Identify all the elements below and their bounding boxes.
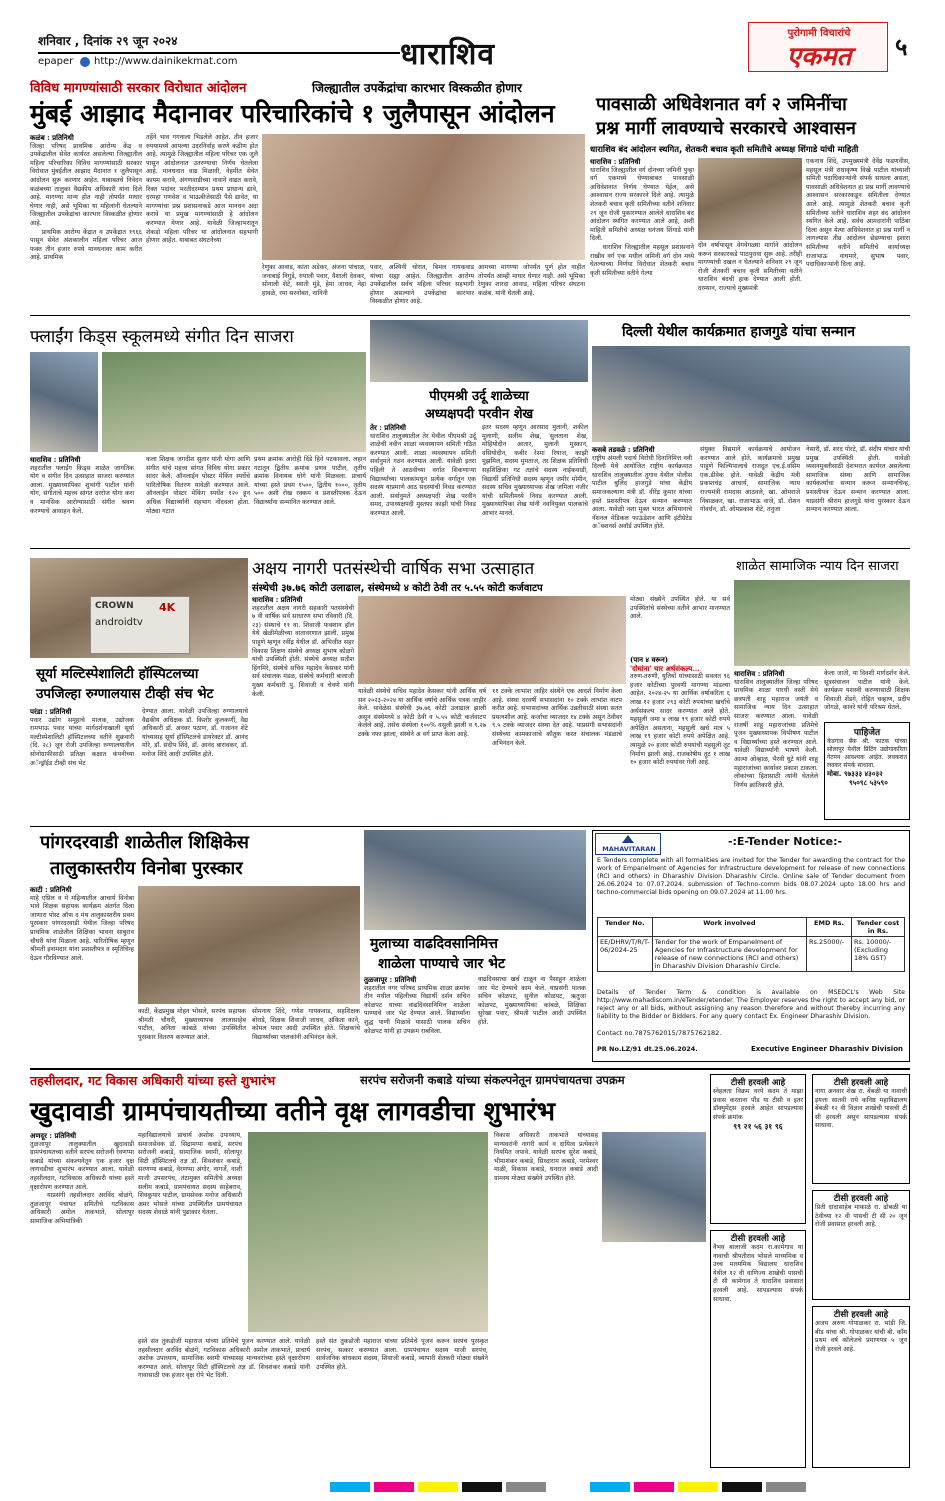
body-text: राष्ट्रीय अंमली पदार्थ विरोधी दिनानिमित्त नवी दिल्ली येथे आयोजित राष्ट्रीय कार्यक्रमात धाराशिव तालुक्यातील तुगाव येथील पोलीस पाटील बुलिंद हाजगुडे यांचा केंद्रीय समाजकल्याण मंत्री डॉ. वीरेंद्र कुमार यांच्या हस्ते प्रशस्तीपत्र देऊन सन्मान करण्यात आला. यावेळी नशा मुक्त भारत अभियानाचे नॅशनल मेडिकल फाऊंडेशन आणि इंटीग्रेटेड अॅक्शनर्स अवॉर्ड उपस्थित होते. <box>592 454 695 531</box>
brand-tagline: पुरोगामी विचारांचे <box>787 28 851 39</box>
tv-brand: CROWN <box>95 601 134 611</box>
kicker-right: जिल्ह्यातील उपकेंद्रांचा कारभार विस्कळीत होणार <box>312 81 522 95</box>
story-column <box>30 707 137 792</box>
story-tv-donation <box>30 552 251 792</box>
story-column <box>30 1132 134 1468</box>
color-swatch <box>462 1482 502 1492</box>
officials-photo <box>602 1132 706 1242</box>
headline: फ्लाईंग किड्स स्कूलमध्ये संगीत दिन साजरा <box>30 327 294 347</box>
kicker-left: विविध मागण्यांसाठी सरकार विरोधात आंदोलन <box>30 81 247 96</box>
body-text: तुळजापूर तालुक्यातील खुदावाडी ग्रामपंचायतच्या वतीने सरपंच सरोजनी रेवणप्पा कबाडे यांच्या संकल्पनेतून एक हजार वृक्ष लागवडीचा शुभारंभ करण्यात आला. यावेळी तहसीलदार, गटविकास अधिकारी यांच्या हस्ते वृक्षारोपण करण्यात आले. याप्रसंगी तहसीलदार अरविंद बोळंगे, तुळजापूर पंचायत समितीचे गटविकास अधिकारी अमोल ताकभाते, सोलापूर सामाजिक अभियांत्रिकी <box>30 1140 134 1225</box>
body-text: धाराशिव जिल्ह्यातील वर्ग दोनच्या जमिनी पुन्हा वर्ग एकमध्ये घेण्याबाबत पावसाळी अधिवेशनात निर्णय घेण्यात येईल, असे आश्वासन राज्य सरकारने दिले आहे. त्यामुळे शेतकरी बचाव कृती समितीच्या वतीने शनिवार २९ जून रोजी पुकारण्यात आलेले धाराशिव बंद आंदोलन स्थगित करण्यात आले आहे, अशी माहिती समितीचे अध्यक्ष धनंजय शिंगाडे यांनी दिली. धाराशिव जिल्ह्यातील महसूल प्रशासनाने राखीव वर्ग एक मधील जमिनी वर्ग दोन मध्ये घेतल्याच्या निर्णया विरोधात शेतकरी बचाव कृती समितीच्या वतीने गेल्या <box>590 166 694 277</box>
epaper-label: epaper <box>38 56 74 67</box>
byline: तुळजापूर : प्रतिनिधी <box>364 975 417 984</box>
byline: अणदूर : प्रतिनिधी <box>30 1131 77 1140</box>
classified-text: नागा अनवार शेख रा. बेंबळी या नावाची इयत्ता सातवी राये कनिष्ठ महाविद्यालय बेंबळी १२ वी विज्ञान शाखेची पासची टी सी हरवली असून सापडल्यास संपर्क साधावा. <box>815 1088 910 1130</box>
story-column: यावेळी संस्थेचे सचिव महादेव केसकर यांनी आर्थिक वर्ष सन २०२३-२०२४ या आर्थिक वर्षाचे आर्थिक पत्रक जाहीर केले. यावेळेस संस्थेची ३७.७६ कोटी उलाढाल झाली असून संस्थेमध्ये ४ कोटी ठेवी व ५.५५ कोटी कर्जवाटप केलेले आहे. तसेच संस्थेला १००% वसुली झाली व ९.२७ टक्के नफा झाला, संस्थेने अ वर्ग प्राप्त केला आहे. <box>358 688 489 738</box>
brand-box <box>748 22 888 72</box>
website-link[interactable]: http://www.dainikekmat.com <box>94 56 238 67</box>
classified-text: अजय अरुण गोपाळकर रा. भांडी जि. बीड यांचा श्री. गोपाळकर यांची बी. कॉम प्रथम वर्ष कॉलेजचे प्रमाणपत्र ५ जून रोजी हरवले आहे. <box>815 1320 910 1353</box>
color-swatch <box>374 1482 414 1492</box>
school-event-photo <box>734 580 910 666</box>
story-column: एकनाथ शिंदे, उपमुख्यमंत्री देवेंद्र फडणवीस, महसूल मंत्री राधाकृष्ण विखे पाटील यांच्याशी समिती पदाधिकाऱ्यांनी संपर्क साधला असता, पावसाळी अधिवेशनात हा प्रश्न मार्गी लावण्याचे आश्वासन सरकारकडून समितीला देण्यात आले आहे. त्यामुळे शेतकरी बचाव कृती समितीच्या वतीने धाराशिव शहर बंद आंदोलन स्थगित केले आहे. सर्वच आमदारांनी पाठिंबा दिला असून येत्या अधिवेशनात हा प्रश्न मार्गी न लागल्यास तीव्र आंदोलन छेडण्याचा इशारा समितीच्या वतीने समितीचे कार्याध्यक्ष राजाभाऊ वाघमारे, सुभाष पवार, पदाधिकाऱ्यांनी दिला आहे. <box>806 158 913 269</box>
story-column <box>590 158 694 312</box>
tender-pr-no: PR No.LZ/91 dt.25.06.2024. <box>597 1045 698 1053</box>
byline: परंडा : प्रतिनिधी <box>30 707 72 716</box>
city-title: धाराशिव <box>400 37 496 72</box>
brand-logo: एकमत <box>786 42 852 72</box>
subheadline: संस्थेची ३७.७६ कोटी उलाढाल, संस्थेमध्ये ४ कोटी ठेवी तर ५.५५ कोटी कर्जवाटप <box>252 583 543 594</box>
color-swatch <box>590 1482 630 1492</box>
story-column <box>30 455 137 545</box>
table-cell: EE/DHRV/T/R/T-06/2024-25 <box>598 937 653 972</box>
ad-text: केडगाव बँक श्री. फाटक यांच्या सोलापूर येथील प्रिंटिंग उद्योगाकरिता गेटमन आवश्यक आहेत. लवकरात लवकर संपर्क साधावा. <box>827 738 909 769</box>
headline: पीएमश्री उर्दू शाळेच्या <box>429 389 529 404</box>
divider <box>30 315 910 316</box>
meeting-photo <box>358 596 626 684</box>
story-column: इतर सदस्य म्हणून आरसाद मुलानी, शकील मुलाणी, सलीम शेख, सुलताना शेख, मोहियोदीन आतार, मुलानी मुस्कान, वसियोदीन, कबीर रेश्मा रियाज, काझी मुझमिल, सदस्य मुमताज, तर शिक्षक प्रतिनिधी सहशिक्षिका गट तज्ञांचे सदस्य नाईकवाडी, विद्यार्थी प्रतिनिधी सदस्य म्हणून जमीर मोमीन, सदस्य सचिव मुख्याध्यापक शेख जमिला नजीर यांची समितीमध्ये निवड करण्यात आली. मुख्याध्यापिका शेख यांनी नवनियुक्त पालकांचे आभार मानले. <box>482 424 591 517</box>
tv-size: 4K <box>159 601 176 614</box>
protest-photo <box>262 134 585 260</box>
story-land-assurance <box>590 92 913 312</box>
classified-phone: ९९ २१ ५६ ३१ ९६ <box>733 1122 783 1132</box>
byline: धाराशिव : प्रतिनिधी <box>590 157 641 166</box>
body-text: तरुण-तरुणी, युतियों यांच्यासाठी सवलत ९६ हजार कोटींच्या पुरवणी मागण्या मांडल्या आहेत. २०२४-२५ या आर्थिक वर्षाकरिता ६ लाख १२ हजार २९३ कोटी रुपयांच्या खर्चाचे अर्थसंकल्प सादर करण्यात आले होते. महसुली जमा ४ लाख ९९ हजार कोटी रुपये अपेक्षित असताना, महसुली खर्च मात्र ५ लाख १९ हजार कोटी रुपये अपेक्षित आहे. त्यामुळे २० हजार कोटी रुपयांची महसुली तूट निर्माण झाली आहे. राजकोषीय तूट १ लाख १० हजार कोटी रुपयांवर गेली आहे. <box>630 673 733 767</box>
classified-ad <box>812 1306 910 1468</box>
table-row <box>598 937 905 972</box>
body-text: माहे एप्रिल व मे महिन्यातील आचार्य विनोबा भावे शिक्षक सहायक कार्यक्रम अंतर्गत दिला जाणारा पोस्ट ऑफ द मंथ तालुकास्तरीय प्रथम पुरस्कार पांगरदरवाडी येथील जिल्हा परिषद प्राथमिक शाळेतील शिक्षिका भावना साबुराव चौघरी यांना मिळाला आहे. पारितोषिक म्हणून श्रीमती इनामदार यांना प्रशस्तीपत्र व स्मृतिचिन्ह देऊन गौरविण्यात आले. <box>30 894 137 962</box>
kicker-left: तहसीलदार, गट विकास अधिकारी यांच्या हस्ते शुभारंभ <box>30 1073 276 1088</box>
column-header: Tender cost in Rs. <box>852 918 905 937</box>
color-swatch <box>330 1482 370 1492</box>
masthead <box>0 0 945 74</box>
byline: काटी : प्रतिनिधी <box>30 885 72 894</box>
headline: प्रश्न मार्गी लावण्याचे सरकारचे आश्वासन <box>596 118 856 139</box>
column-header: Tender No. <box>598 918 653 937</box>
continuation <box>630 655 733 792</box>
ad-phone: मोबा. ९७३३३ ४३०३२ <box>827 770 883 778</box>
column-header: EMD Rs. <box>807 918 852 937</box>
award-photo <box>138 886 360 1004</box>
divider <box>30 548 910 549</box>
photo-caption: रेणुका आवाड, कांता अडेकर, अंजना पांचाळ, जनाबाई निगुडे, रुपाली पवार, वैशाली देवकर, सोनाली शेटे, स्वाती मुंडे, हेमा जाधव, नेहा हावळे, रमा सरनोबत, नानिनी <box>262 264 369 297</box>
headline: सूर्या मल्टिस्पेशालिटी हॉस्पिटलच्या <box>36 666 199 682</box>
headline: मुंबई आझाद मैदानावर परिचारिकांचे १ जुलैपासून आंदोलन <box>30 99 555 128</box>
color-swatch <box>766 1482 806 1492</box>
classified-title: टीसी हरवली आहे <box>730 1078 786 1088</box>
classified-title: टीसी हरवली आहे <box>730 1234 786 1244</box>
continuation-label: (पान ४ वरून) <box>630 655 669 664</box>
ad-phone-2: ९५०९८ ५३५९० <box>849 779 888 787</box>
divider <box>30 826 910 827</box>
body-text: पवार उद्योग समूहाचे मालक, उद्योजक रामभाऊ पवार यांच्या मार्गदर्शनाखाली सूर्या मल्टीस्पेशालिटी हॉस्पिटलच्या वतीने शुक्रवारी (दि. २८) जून रोजी उपजिल्हा रुग्णालयातील सोनोग्राफीसाठी प्रतिक्षा कक्षात कंपनीच्या अॅन्ड्रॉईड टीव्ही संच भेट <box>30 716 137 767</box>
gift-photo <box>364 830 586 930</box>
story-column: मोठ्या संख्येने उपस्थित होते. या सर्व उपस्थितांचे संस्थेच्या वतीने आभार मानण्यात आले. <box>630 596 733 621</box>
byline: कसबे तडवळे : प्रतिनिधी <box>592 445 655 454</box>
tv-model: androidtv <box>95 617 143 628</box>
subheadline: धाराशिव बंद आंदोलन स्थगित, शेतकरी बचाव कृती समितीचे अध्यक्ष शिंगाडे यांची माहिती <box>590 144 859 154</box>
story-column <box>370 423 479 545</box>
tv-box <box>90 596 190 654</box>
table-header-row <box>598 918 905 937</box>
logo-text: MAHAVITARAN <box>602 845 656 853</box>
divider <box>30 1068 910 1070</box>
tender-table <box>597 917 905 972</box>
classified-text: वैभव बालाजी कदम रा.कामेगाव या नावाची श्रीपतीराव भोसले माध्यमिक व उच्च माध्यमिक विद्यालय धाराशिव येथील १२ वी वाणिज्य शाखेची पासची टी सी कामेगाव ते धाराशिव प्रवासात हरवली आहे. सापडल्यास संपर्क साधावा. <box>713 1244 806 1303</box>
story-vinoba-award <box>30 830 363 1062</box>
headline: शाळेला पाण्याचे जार भेट <box>378 956 506 972</box>
photo-caption: पवार, अश्विनी थोरात, बिमल गायकवाड यांच्या सह्या आहेत. जिल्ह्यातील आरोग्य उपकेंद्रातील सर्वच महिला परिचर सहभागी होणार असल्याने उपकेंद्रांचा कारभार विस्कळीत होणार आहे. <box>370 264 477 306</box>
classified-ad <box>710 1230 806 1468</box>
color-swatch <box>722 1482 762 1492</box>
column-header: Work involved <box>652 918 806 937</box>
tv-photo <box>30 558 248 658</box>
body-text: जिल्हा परिषद प्राथमिक आरोग्य केंद्र व उपकेंद्रातील सेवेत कार्यरत असलेल्या जिल्ह्यातील महिला परिचारिका विविध मागण्यांसाठी सरकार विरोधात मुंबईतील आझाद मैदानात १ जुलैपासून आंदोलन सुरू करणार आहेत. याबाबतचे निवेदन कळंबच्या तालुका वैद्यकीय अधिकारी यांना दिले आहे. मागण्या मान्य होत नाही तोपर्यंत माघार घेणार नाही, असे भूमिका या महिलांनी घेतल्याने जिल्ह्यातील उपकेंद्रांचा कारभार विस्कळीत होणार आहे. प्राथमिक आरोग्य केंद्रात व उपकेंद्रात १९६६ पासून सेवेत अंशकालीन महिला परिचर आज फक्त तीन हजार रुपये मानधनावर काम करीत आहे. प्राथमिक <box>30 142 142 262</box>
story-credit-society <box>252 552 733 792</box>
classifieds <box>710 1074 910 1468</box>
print-color-bar <box>330 1482 810 1492</box>
globe-icon <box>80 57 90 67</box>
story-column: विकास अधिकारी ताकभाते यांच्यासह मान्यवरांनी नागरी कार्य व दायित्व प्रत्येकाने नियमित जपावे. यावेळी सरपंच सुरेश कबाडे, भीमाशंकर कबाडे, सिध्दाराम कबाडे, परमेश्वर माळी, विकास कबाडे, धनराज कबाडे आदी ग्रामस्थ मोठ्या संख्येने उपस्थित होते. <box>494 1132 601 1182</box>
classified-title: टीसी हरवली आहे <box>833 1310 889 1320</box>
classified-text: प्रिती दादासाहेब माकाळे रा. ढोबळी या ठेवीच्या १२ वी पासची टी सी २० जून रोजी प्रवासात हरवली आहे. <box>815 1204 910 1229</box>
headline: खुदावाडी ग्रामपंचायतीच्या वतीने वृक्ष लागवडीचा शुभारंभ <box>30 1097 556 1127</box>
school-photo <box>370 320 588 382</box>
story-column: कला शिक्षक जगदीश सुतार यांनी योगा आणि संगीत यांचे महत्त्व सांगत विविध योगा प्रकार सादर केले. ऑनलाईन पोस्टर मेकिंग स्पर्धेचे पारितोषिक वितरण यावेळी करण्यात आले. ऑनलाईन पोस्टर मेकिंग स्पर्धेत १२० हून अधिक विद्यार्थ्यांनी सहभाग नोंदवला होता. मोठ्या गटात <box>146 456 253 515</box>
story-column: केला जातो, या दिवशी मार्गदर्शन केले. सूत्रसंचालन पाटील यांनी केले. कार्यक्रम यशस्वी करण्यासाठी शिक्षक शिवाजी शेंडगे, रोहित चव्हाण, प्रदीप जोगळे, कावरे यांनी परिश्रम घेतले. <box>824 670 913 712</box>
story-nurses-protest <box>30 78 588 310</box>
photo-caption: सोमनाथ शिंदे, गणेश गायकवाड, सहशिक्षक बोराडे, शिक्षक शिवाजी जाधव, अंकिता काने, कोमल पवार आदी उपस्थित होते. शिक्षकांचे विद्यार्थ्यांच्या पालकांनी अभिनंदन केले. <box>252 1008 363 1041</box>
headline: उपजिल्हा रुग्णालयास टीव्ही संच भेट <box>36 686 214 702</box>
body-text: शहरातील फ्लाईंग किड्स शाळेत जागतिक योग व संगीत दिन उत्साहात साजरा करण्यात आला. मुख्याध्यापिका शुभांगी पाटील यांनी योग, संगीताचे महत्त्व सांगत दररोज योगा करा व मानसिक आरोग्यासाठी संगीत श्रवण करण्याचे आवाहन केले. <box>30 464 137 515</box>
kicker-right: सरपंच सरोजनी कबाडे यांच्या संकल्पनेतून ग्रामपंचायतचा उपक्रम <box>360 1073 625 1087</box>
story-column: महाविद्यालयाचे प्राचार्य अशोक उपाध्याय, समाजसेवक डॉ. सिद्रामप्पा कबाडे, सरपंच सरोजनी कबाडे, सामाजिक स्वामी, सोलापूर सिटी हॉस्पिटलचे तज्ञ डॉ. शिवशंकर कबाडे, सरणप्पा कबाडे, वेरणप्पा अंगोर, नागर्जे, नाशी माजी उपसरपंच, तंटामुक्त समितीचे अध्यक्ष सलीम कबाडे, ग्रामपंचायत सदस्य साहेबराव, शिवकुमार पाटील, ग्रामसेवक मनोज अधिकारी अमर भोसले यांच्या उपस्थितीत ग्रामपंचायत सदस्य शेवाळे यांनी पुढाकार घेतला. <box>138 1132 245 1217</box>
ceremony-photo <box>592 346 910 442</box>
continuation-title: 'दोघांना' चार अर्थसंकल्प... <box>630 663 700 673</box>
story-column: देण्यात आला. यावेळी उपजिल्हा रुग्णालयाचे वैद्यकीय अधिक्षक डॉ. किशोर कुलकर्णी, वैद्य अधिकारी डॉ. अनवर पठाण, डॉ. गजानन शेटे यांच्यासह सूर्या हॉस्पिटलचे डायरेक्टर डॉ. आनंद मोरे, डॉ. संदीप शिंदे, डॉ. आनंद बारावकर, डॉ. मनोज शिंदे आदी उपस्थित होते. <box>142 708 251 758</box>
byline: कळंब : प्रतिनिधी <box>30 133 74 142</box>
portrait-photo <box>698 158 802 240</box>
table-cell: Rs. 10000/- (Excluding 18% GST) <box>852 937 905 972</box>
color-swatch <box>634 1482 674 1492</box>
headline: मुलाच्या वाढदिवसानिमित्त <box>370 936 498 952</box>
story-column: वाढदिवसाचा खर्च टाळून ना पैसाहून शाळेला जार भेट देण्याचे काम केले. याप्रसंगी पालक सचिन कोळपट, सुनील कोळपट, ऋतुजा कोळपट, मुख्याध्यापिका कांबळे, शिक्षिका सुरेखा पवार, श्रीमती पाटील आदी उपस्थित होते. <box>478 976 589 1026</box>
tender-intro: E Tenders complete with all formalities are invited for the Tender for awarding the contract for the work of Empanelment of Agencies for Infrastructure development for release of new connections (RCI and others) in Dharashiv Division Dharashiv Circle. Online sale of Tender document from 26.06.2024 to 07.07.2024. submission of Techno-comm bids 08.07.2024 upto 18.00 hrs and techno-commercial bids opening on 09.07.2024 at 11.00 hrs. <box>597 857 905 896</box>
story-column <box>364 975 473 1062</box>
byline: धाराशिव : प्रतिनिधी <box>252 595 303 604</box>
headline: शाळेत सामाजिक न्याय दिन साजरा <box>736 559 899 574</box>
headline: अक्षय नागरी पतसंस्थेची वार्षिक सभा उत्साहात <box>252 559 535 579</box>
mahavitaran-logo <box>595 833 661 855</box>
classified-ad <box>812 1074 910 1184</box>
story-column: ११ टक्के लाभांश जाहिर संस्थेने एक आदर्श निर्माण केला आहे. संस्था दरवर्षी सभासदांना १० टक्के लाभांश वाटप करीत आहे. सभासदांच्या आर्थिक उन्नतीसाठी संस्था सतत प्रयत्नशील आहे. कर्जाचा व्याजदर १४ टक्के असून ठेवीवर ९.५ टक्के व्याजदर संस्था देत आहे. याप्रसंगी सभासदांनी संस्थेच्या कामकाजाचे कौतुक करत संचालक मंडळाचे अभिनंदन केले. <box>492 688 625 747</box>
photo-caption: आमच्या मागण्या जोपर्यंत पूर्ण होत नाहीत तोपर्यंत आम्ही माघार घेणार नाही. असे भूमिका रेणुका शारदा आवाड, महिला परिचर संघटना कळंब. यांनी घेतली आहे. <box>478 264 588 297</box>
tender-contact: Contact no.7875762015/7875762182. <box>597 1029 722 1037</box>
table-cell: Rs.25000/- <box>807 937 852 972</box>
plantation-photo <box>248 1132 488 1332</box>
wanted-ad <box>824 722 910 820</box>
story-column: प्रथम क्रमांक आरोही दिंडे हिने पटकावला. लहान गटातून द्वितीय क्रमांक प्रणव पाटील, तृतीय क्रमांक विनायक घोगे यांनी मिळवला. प्राचार्य यांच्या हस्ते प्रथम १५००, द्वितीय १०००, तृतीय ५०० अशी रोख रक्कम व प्रशस्तीपत्रक देऊन विद्यार्थ्यांना सन्मानित करण्यात आले. <box>254 456 369 506</box>
story-column <box>252 595 357 792</box>
color-swatch <box>418 1482 458 1492</box>
color-swatch <box>678 1482 718 1492</box>
classified-text: स्नेहलता विक्रम वरपे कदम ते माझा प्रवास करताना पौंड या टीसी व इतर डॉक्युमेंट्स हरवले आहेत सापडल्यास संपर्क क्रमांक <box>713 1088 806 1121</box>
story-column <box>734 669 821 822</box>
headline: पांगरदरवाडी शाळेतील शिक्षिकेस <box>40 832 249 853</box>
story-column <box>30 134 142 310</box>
body-text: धाराशिव तालुक्यातील जिल्हा परिषद प्राथमिक शाळा पारधी वस्ती येथे छत्रपती शाहू महाराज जयंती व सामाजिक न्याय दिन उत्साहात साजरा करण्यात आला. यावेळी राजर्षी शाहू महाराजांच्या प्रतिमेचे पूजन मुख्याध्यापक विभीषण पाटील व विद्यार्थ्यांच्या हस्ते करण्यात आले. यावेळी विद्यार्थ्यांनी भाषणे केली. आत्मा ओव्हाळ, भैरवी धुटे यांनी शाहू महाराजांच्या कार्यावर प्रकाश टाकला. लोकांच्या हितासाठी त्यांनी घेतलेले निर्णय क्रांतिकारी होते. <box>734 678 821 789</box>
classified-title: टीसी हरवली आहे <box>833 1194 889 1204</box>
page-date: शनिवार , दिनांक २९ जून २०२४ <box>38 34 178 48</box>
body-text: शहरातील नगर परिषद प्राथमिक शाळा क्रमांक तीन मधील पहिलीच्या विद्यार्थी दर्शन सचिन कोळपट याच्या वाढदिवसानिमित्त शाळेला पाण्याचे जार भेट देण्यात आले. विद्यार्थ्यांना शुद्ध पाणी मिळावे यासाठी पालक सचिन कोळपट यांनी हा उपक्रम राबविला. <box>364 984 473 1035</box>
students-photo <box>30 352 98 452</box>
body-text: शहरातील अक्षय नागरी सहकारी पतसंस्थेची ७ वी वार्षिक सर्व साधारण सभा रविवारी (दि. २३) संस्थाचे ११ वा. शिवाजी फक्शान हॉल येथे खेळीमेळीच्या वातावरणात झाली. प्रमुख पाहुणे म्हणून रवींद्र येथील डॉ. अभिजीत सहर विकास शिक्षण संस्थेचे अध्यक्ष सुभाष कोळगे यांची उपस्थिती होती. संस्थेचे अध्यक्ष सतीश हिंगमिरे, संस्थेचे सचिव महादेव केसकर यांनी सर्व संचालक मंडळ, संस्थेचे कर्मचारी बालाजी मुख्य कर्मचारी पु. शिवाजी व चेवणे यांनी केली. <box>252 604 357 698</box>
story-social-justice <box>734 552 913 822</box>
classified-ad <box>812 1190 910 1300</box>
story-tree-plantation <box>30 1072 706 1468</box>
tender-table-wrap <box>597 917 905 972</box>
table-cell: Tender for the work of Empanelment of Agencies for Infrastructure development for release of new connections (RCI and others) in Dharashiv Division Dharashiv Circle. <box>652 937 806 972</box>
tender-title: -:E-Tender Notice:- <box>727 835 843 848</box>
color-swatch <box>506 1482 546 1492</box>
tender-signature: Executive Engineer Dharashiv Division <box>751 1045 903 1053</box>
story-delhi-honour <box>592 320 913 545</box>
ad-title: पाहिजेत <box>853 728 881 738</box>
byline: धाराशिव : प्रतिनिधी <box>30 455 81 464</box>
story-music-day <box>30 320 369 545</box>
story-column: संयुक्त विद्यमाने कार्यक्रमाचे आयोजन करण्यात आले होते. कार्यक्रमाचे प्रमुख पाहुणे फिल्मिपालाचे राजदूत एच.ई.वसिम एक.डीवेक होते. यावेळी केंद्रीय मंत्री प्रकाशचंद्र आचार्य, सामाजिक न्याय राज्यमंत्री रामदास आठवले, खा. ओमराजे निंबाळकर, खा. राजाभाऊ वाजे, डॉ. रोशन गोवर्धन, डॉ. ओमप्रकाश शेटे, तनुजा <box>700 446 803 514</box>
tender-details: Details of Tender Term & condition is available on MSEDCL's Web Site http://www.mahadiscom.in/eTender/etender. The Employer reserves the right to accept any bid, or reject any or all bids, without assigning any reason therefore and without thereby incurring any liability to the Bidder or Bidders. For any query contact Ex. Engineer Dharashiv Division. <box>597 989 905 1020</box>
masthead-underline <box>38 52 400 54</box>
photo-caption: काटी, केंद्रप्रमुख मोहन भोसले, सरपंच सहायक श्रीमती चौधरी, मुख्याध्यापक लालासाहेब पाटील, अनिता कांबळे यांच्या उपस्थितीत पुरस्कार वितरण करण्यात आले. <box>138 1008 249 1041</box>
headline: अध्यक्षपदी परवीन शेख <box>424 407 534 422</box>
headline: दिल्ली येथील कार्यक्रमात हाजगुडे यांचा सन्मान <box>622 324 856 340</box>
byline: तेर : प्रतिनिधी <box>370 423 406 432</box>
tender-notice <box>592 830 910 1062</box>
story-column: हस्ते संत तुकडोजी महाराज यांच्या प्रतिमेचे पूजन करून सरपंच पुरस्कृत सरपंच, सत्कार करण्यात आला. ग्रामपंचायत सदस्य माजी सरपंच, सार्वजनिक बांधकाम सदस्य, शिवाजी कबाडे, व्यापारी शेतकरी मोठ्या संख्येने उपस्थित होते. <box>316 1338 491 1371</box>
headline: पावसाळी अधिवेशनात वर्ग २ जमिनींचा <box>596 94 847 115</box>
story-column: नेसारी, डॉ. शरद पोरटे, डॉ. संदीप यांचार यांची प्रमुख उपस्थिती होती. यावेळी व्यसनमुक्तीसाठी देशभरात कार्यरत असलेल्या सामाजिक संस्था आणि सामाजिक कार्यकर्त्यांचा सन्मान करून सन्मानचिन्ह, प्रशस्तीपत्र देऊन सन्मान करण्यात आला. याप्रसंगी श्रीराम हाजगुडे यांना पुरस्कार देऊन सन्मान करण्यात आला. <box>806 446 913 514</box>
byline: धाराशिव : प्रतिनिधी <box>734 669 785 678</box>
page-number: ५ <box>895 33 908 61</box>
story-column <box>30 885 137 1062</box>
story-column: हस्ते संत तुकडोजी महाराज यांच्या प्रतिमेचे पूजन करण्यात आले. यावेळी तहसीलदार अरविंद बोळंगे, गटविकास अधिकारी अमोल ताकभाते, प्राचार्य अशोक उपाध्याय, सामाजिक स्वामी यांच्यासह मान्यवरांच्या हस्ते वृक्षारोपण करण्यात आले. सोलापूर सिटी हॉस्पिटलचे तज्ञ डॉ. शिवशंकर कबाडे यांनी गावासाठी एक हजार वृक्ष रोपे भेट दिली. <box>138 1338 313 1380</box>
story-column: तर्हेने भाव गगनाला भिडलेले आहेत. तीन हजार रुपयामध्ये आपल्या उदरनिर्वाह करणे कठीण होत आहे. त्यामुळे जिल्ह्यातील महिला परिचर एक जुलै पासून आंदोलनात उतरण्याचा निर्णय घेतलेला आहे. मानधनात वाढ मिळावी, नेहमीत सेवेत कायम करावे, अंगणवाडीच्या नावाने वाढत करावे, रिक्त पदांवर भरतीदरम्यान प्रथम प्राधान्य द्यावे, दरमहा गणवेश व भाऊबीजेसाठी पैसे द्यावेत, या मागण्यांचा प्रश्न प्रशासनाकडे आज मानधन अदा करावे या प्रमुख मागण्यांसाठी हे आंदोलन करण्यात येणार आहे. यावेळी जिल्हाभरातून शेकडो महिला परिचर या आंदोलनात सहभागी होणार आहेत. याबाबत संघटनेच्या <box>146 134 261 245</box>
story-column <box>592 445 695 545</box>
classified-title: टीसी हरवली आहे <box>833 1078 889 1088</box>
photo-caption: दोन वर्षापासून वेगवेगळ्या मार्गाने आंदोलन करून सरकारकडे पाठपुरावा सुरू आहे. तरीही मागण्यांची दखल न घेतल्याने शनिवार २९ जून रोजी शेतकरी बचाव कृती समितीच्या वतीने धाराशिव बंदची हाक देण्यात आली होती. दरम्यान, राज्याचे मुख्यमंत्री <box>698 242 805 292</box>
lightning-icon <box>622 835 634 843</box>
headline: तालुकास्तरीय विनोबा पुरस्कार <box>50 858 243 879</box>
flute-photo <box>102 352 366 452</box>
story-water-jar <box>364 830 589 1062</box>
classified-ad <box>710 1074 806 1224</box>
body-text: धाराशिव तालुक्यातील तेर येथील पीएमश्री उर्दू शाळेची नवीन शाळा व्यवस्थापन समिती गठित करण्यात आली. शाळा व्यवस्थापन समिती सर्वानुमते गठन करण्यात आली. यावेळी इतरा पहिली ते आठवीच्या वर्गात शिकणाऱ्या विद्यार्थ्यांच्या पालकांमधून प्रत्येक वर्गातून एक सदस्य याप्रमाणे आठ सदस्यांची निवड करण्यात आली. सर्वानुमते अध्यक्षपदी शेख परवीन समद, उपाध्यक्षपदी मुस्तफा काझी यांची निवड करण्यात आली. <box>370 432 479 517</box>
story-urdu-school <box>370 320 591 545</box>
